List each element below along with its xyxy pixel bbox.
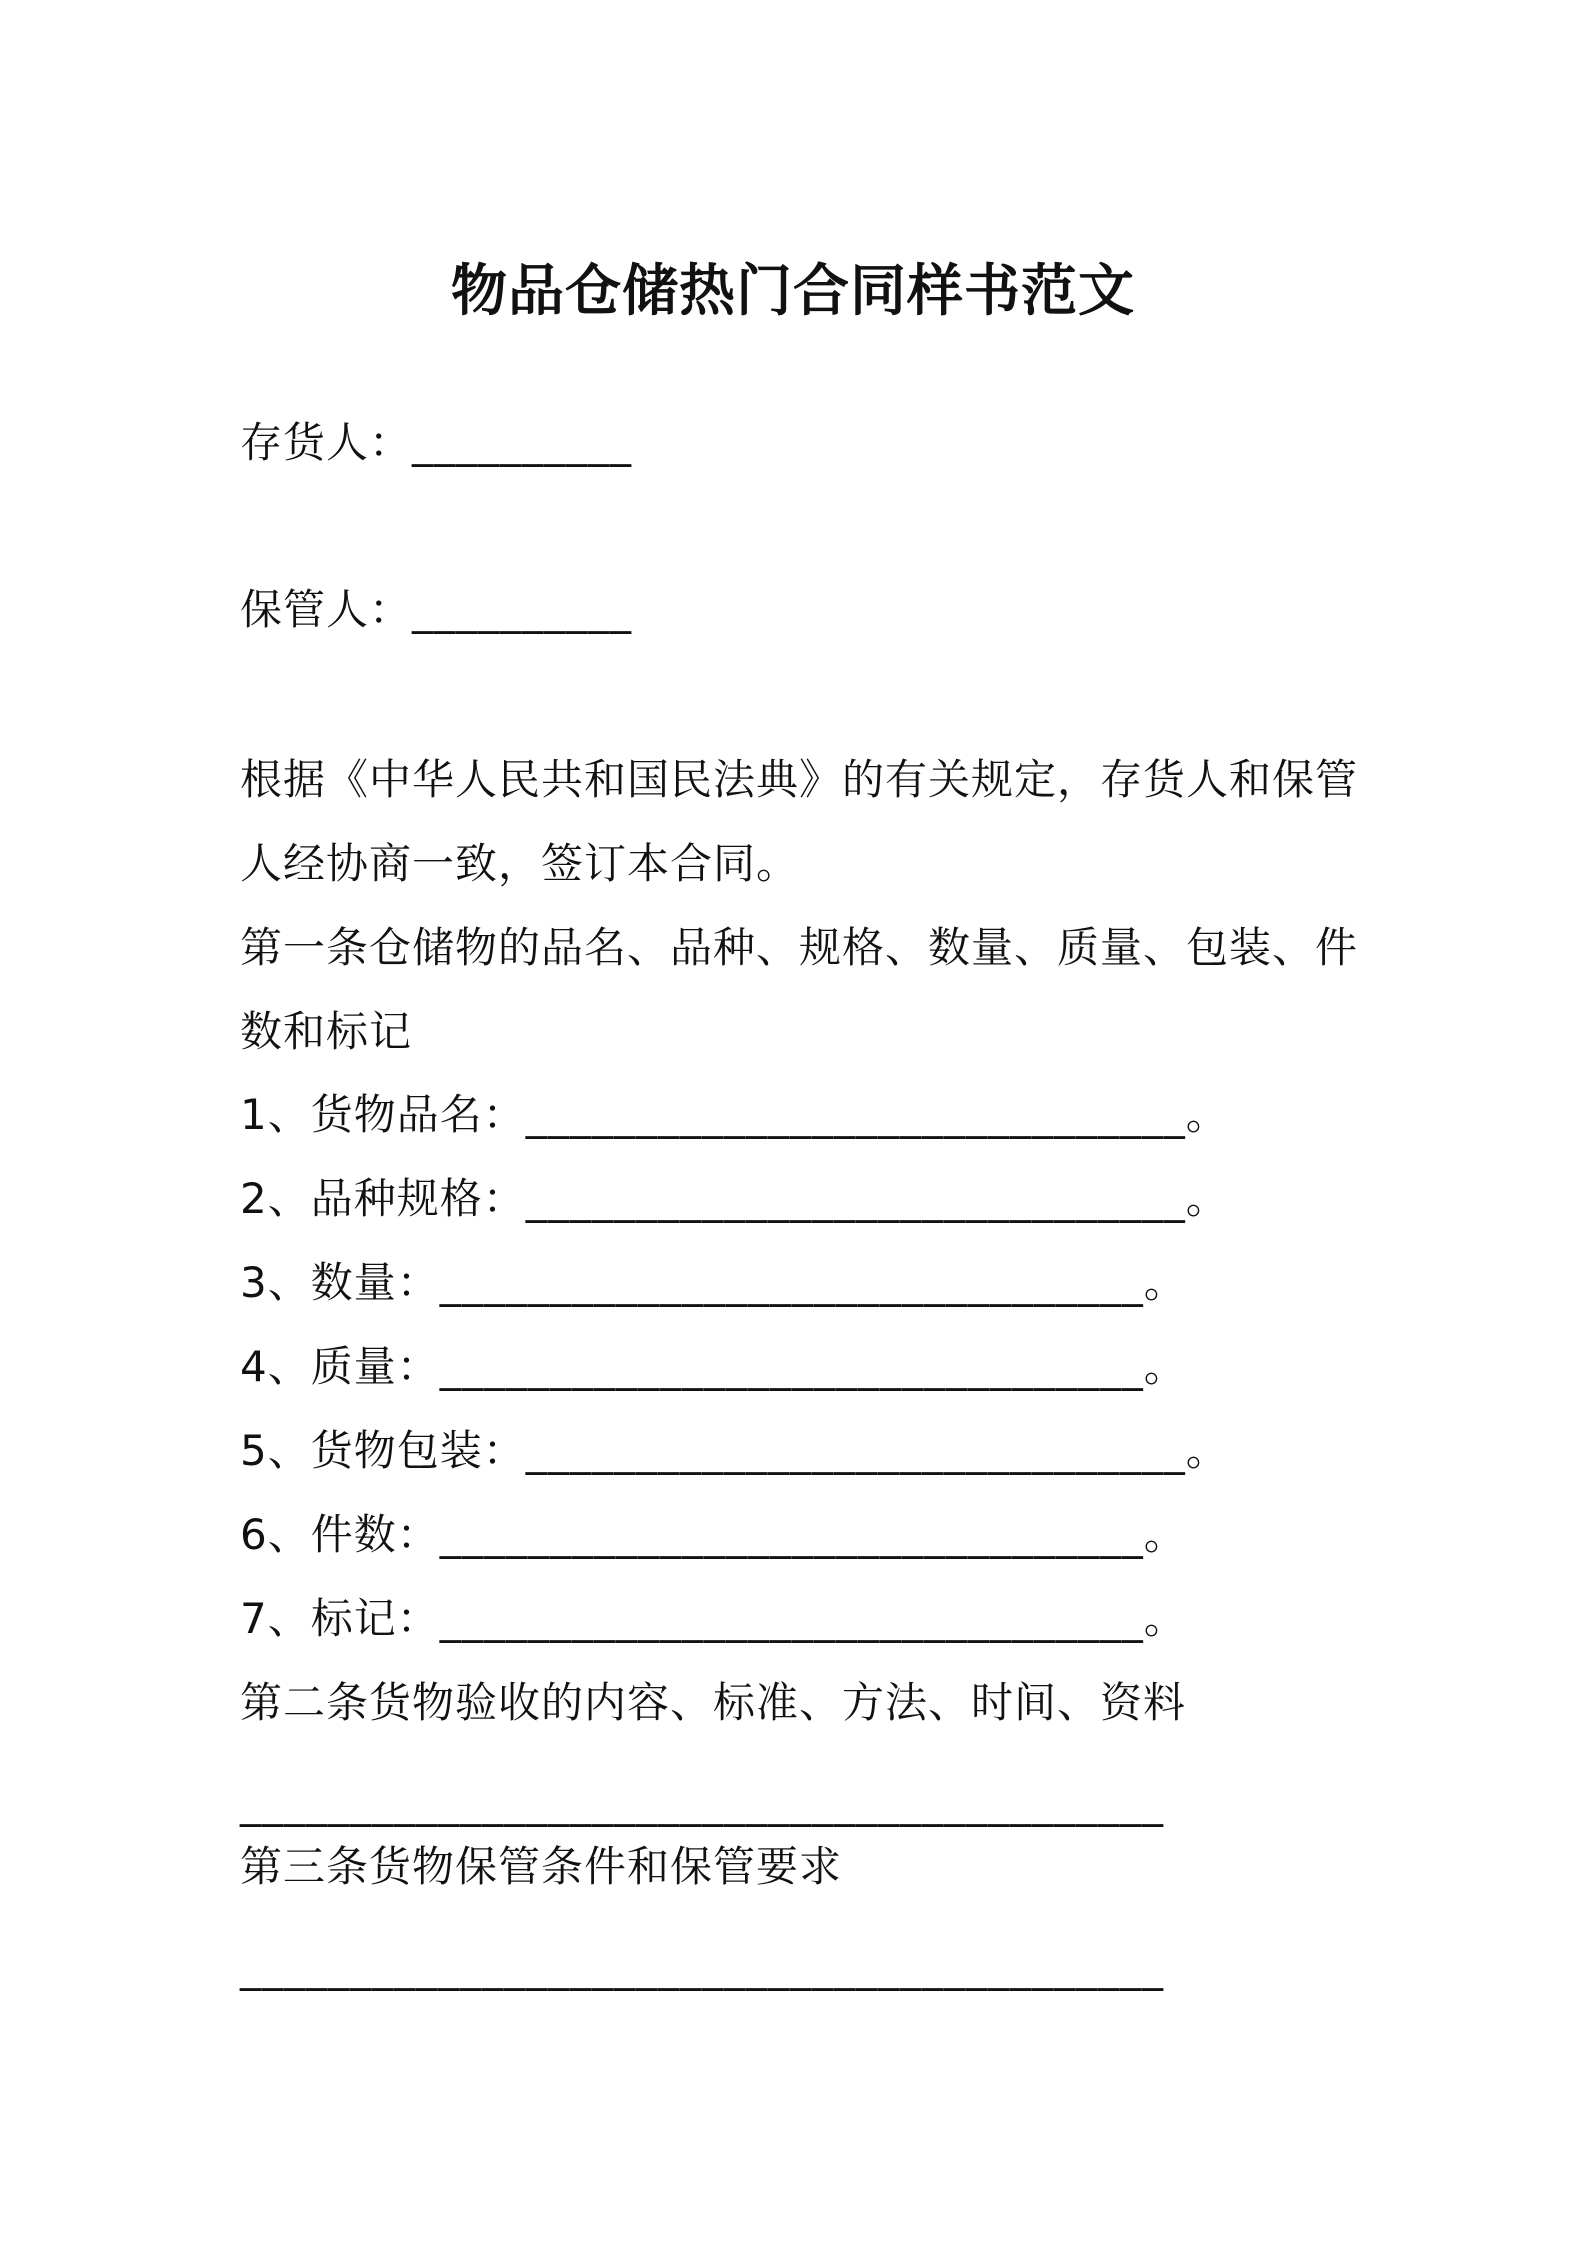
custodian-line: 保管人：__________	[240, 585, 633, 634]
item-marking: 7、标记：________________________________。	[240, 1594, 1187, 1643]
item-variety-spec: 2、品种规格：______________________________。	[240, 1174, 1229, 1223]
article-1-heading-line-1: 第一条仓储物的品名、品种、规格、数量、质量、包装、件	[240, 923, 1359, 972]
article-1-heading-line-2: 数和标记	[240, 1007, 413, 1056]
preamble-line-1: 根据《中华人民共和国民法典》的有关规定，存货人和保管	[240, 755, 1359, 804]
article-2-blank-line: __________________________________________	[240, 1778, 1164, 1827]
item-quantity: 3、数量：________________________________。	[240, 1258, 1187, 1307]
article-3-blank-line: __________________________________________	[240, 1942, 1164, 1991]
article-3-heading: 第三条货物保管条件和保管要求	[240, 1842, 843, 1891]
item-quality: 4、质量：________________________________。	[240, 1342, 1187, 1391]
article-2-heading: 第二条货物验收的内容、标准、方法、时间、资料	[240, 1678, 1187, 1727]
item-goods-name: 1、货物品名：______________________________。	[240, 1090, 1229, 1139]
item-packaging: 5、货物包装：______________________________。	[240, 1426, 1229, 1475]
preamble-line-2: 人经协商一致，签订本合同。	[240, 839, 800, 888]
item-piece-count: 6、件数：________________________________。	[240, 1510, 1187, 1559]
document-title: 物品仓储热门合同样书范文	[451, 259, 1135, 324]
depositor-line: 存货人：__________	[240, 418, 633, 467]
